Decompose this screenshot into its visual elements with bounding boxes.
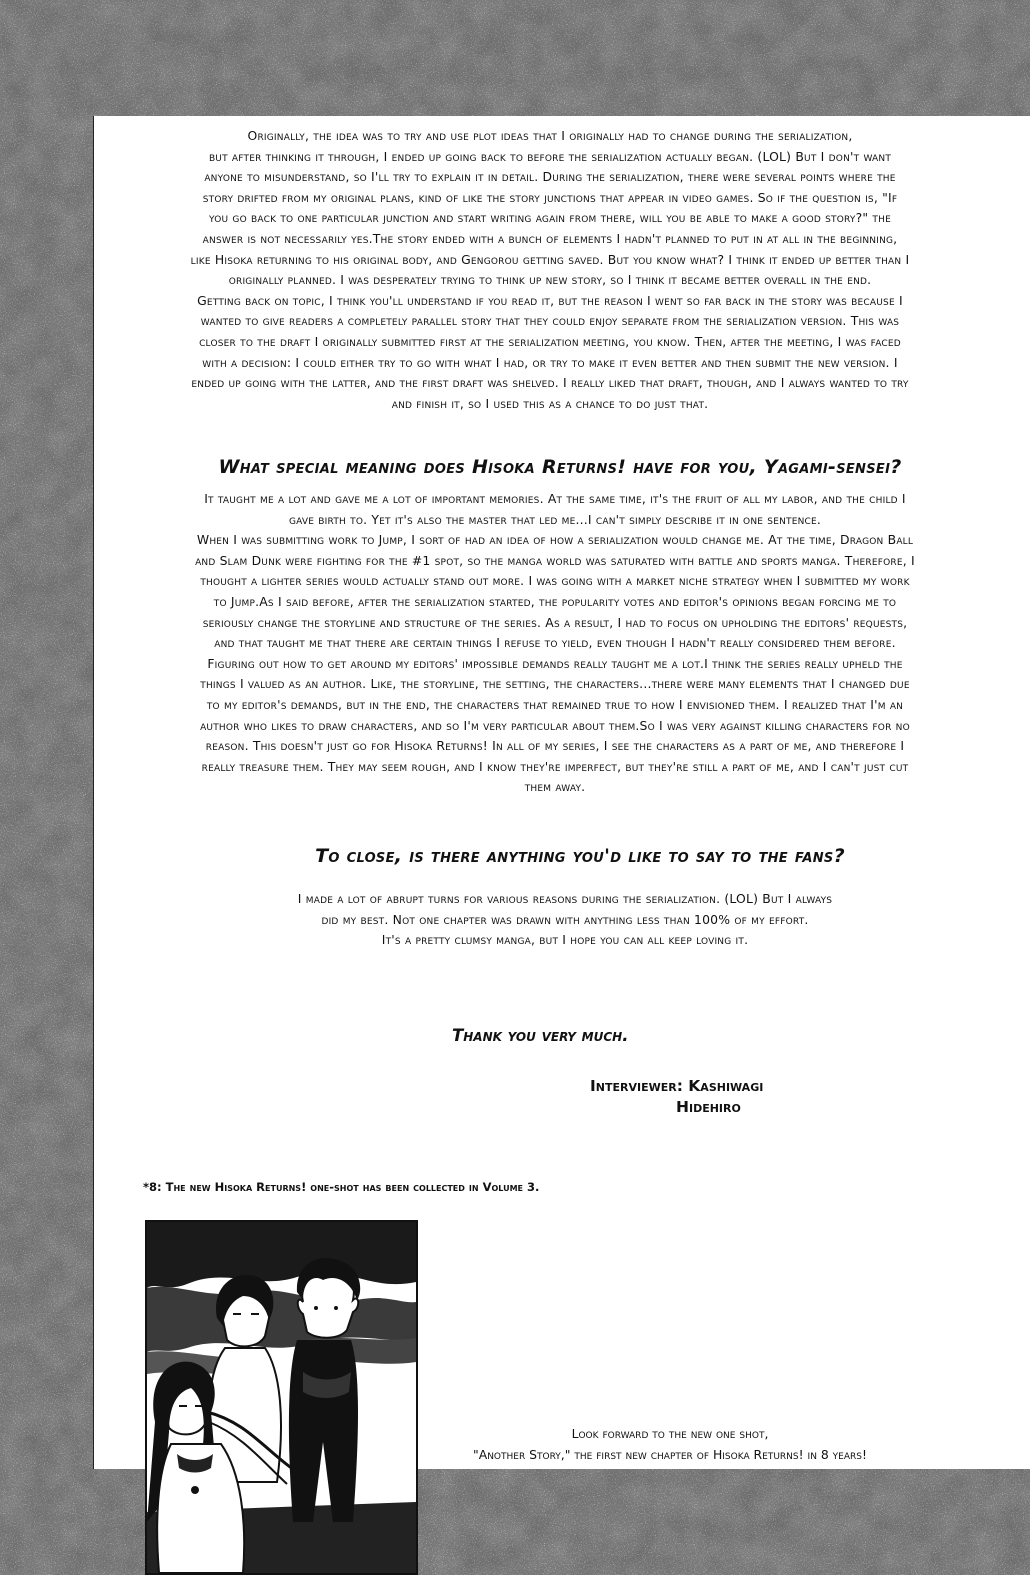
question-heading: What special meaning does Hisoka Returns! have for you, Yagami-sensei? (218, 456, 902, 478)
intro-line: answer is not necessarily yes.The story ended with a bunch of elements I hadn't planned to put in at all in the beginning, (202, 230, 898, 246)
thanks-line: Thank you very much. (452, 1026, 629, 1045)
question-heading: To close, is there anything you'd like to say to the fans? (315, 845, 845, 867)
intro-line: anyone to misunderstand, so I'll try to explain it in detail. During the serialization, there were several points where the (204, 169, 896, 185)
answer-line: Figuring out how to get around my editors' impossible demands really taught me a lot.I think the series really upheld the (207, 655, 903, 671)
intro-line: and finish it, so I used this as a chance to do just that. (391, 395, 709, 411)
intro-line: ended up going with the latter, and the first draft was shelved. I really liked that draft, though, and I always wanted to try (191, 375, 909, 391)
answer-line: things I valued as an author. Like, the storyline, the setting, the characters...there were many elements that I changed due (200, 676, 910, 692)
answer-line: and that taught me that there are certain things I refuse to yield, even though I hadn't really considered them before. (214, 635, 896, 651)
answer-line: author who likes to draw characters, and so I'm very particular about them.So I was very against killing characters for no (200, 717, 910, 733)
q2-answer (230, 889, 900, 951)
footnote: *8: The new Hisoka Returns! one-shot has been collected in Volume 3. (143, 1180, 540, 1194)
intro-line: closer to the draft I originally submitted first at the serialization meeting, you know. Then, after the meeting, I was faced (199, 333, 901, 349)
answer-line: to Jump.As I said before, after the serialization started, the popularity votes and editor's opinions began forcing me to (213, 593, 897, 609)
answer-line: It's a pretty clumsy manga, but I hope you can all keep loving it. (381, 932, 749, 948)
interviewer-line: Interviewer: Kashiwagi (590, 1077, 764, 1095)
manga-illustration (145, 1220, 418, 1575)
intro-line: Getting back on topic, I think you'll understand if you read it, but the reason I went so far back in the story was because I (197, 292, 903, 308)
interviewer-credit (590, 1076, 890, 1118)
answer-line: seriously change the storyline and structure of the series. As a result, I had to focus on upholding the editors' requests, (202, 614, 908, 630)
intro-line: but after thinking it through, I ended up going back to before the serialization actually began. (LOL) But I don't want (208, 148, 892, 164)
intro-answer (110, 126, 990, 414)
answer-line: reason. This doesn't just go for Hisoka Returns! In all of my series, I see the characters as a part of me, and therefore I (205, 738, 905, 754)
interviewer-line: Hidehiro (676, 1098, 741, 1116)
promo-line: Look forward to the new one shot, (571, 1426, 769, 1441)
answer-line: It taught me a lot and gave me a lot of important memories. At the same time, it's the fruit of all my labor, and the child I (204, 491, 906, 506)
answer-line: did my best. Not one chapter was drawn with anything less than 100% of my effort. (321, 911, 809, 927)
answer-line: I made a lot of abrupt turns for various reasons during the serialization. (LOL) But I always (297, 891, 833, 906)
promo-line: "Another Story," the first new chapter of Hisoka Returns! in 8 years! (473, 1447, 867, 1462)
answer-line: really treasure them. They may seem rough, and I know they're imperfect, but they're still a part of me, and I can't just cut (201, 758, 909, 774)
intro-line: Originally, the idea was to try and use plot ideas that I originally had to change during the serialization, (247, 128, 853, 143)
answer-line: thought a lighter series would actually stand out more. I was going with a market niche strategy when I submitted my work (200, 573, 910, 589)
intro-line: like Hisoka returning to his original body, and Gengorou getting saved. But you know what? I think it ended up better than I (190, 251, 910, 267)
intro-line: you go back to one particular junction and start writing again from there, will you be able to make a good story?" the (209, 210, 891, 226)
characters-illustration (147, 1222, 416, 1573)
answer-line: them away. (524, 779, 586, 795)
intro-line: with a decision: I could either try to go with what I had, or try to make it even better and then submit the new version. I (202, 354, 898, 370)
answer-line: and Slam Dunk were fighting for the #1 spot, so the manga world was saturated with battle and sports manga. Therefore, I (195, 552, 915, 568)
intro-line: originally planned. I was desperately trying to think up new story, so I think it became better overall in the end. (228, 272, 872, 288)
promo-caption (420, 1423, 920, 1465)
intro-line: story drifted from my original plans, kind of like the story junctions that appear in video games. So if the question is, "If (202, 189, 898, 205)
answer-line: to my editor's demands, but in the end, the characters that remained true to how I envisioned them. I realized that I'm an (206, 696, 904, 712)
answer-line: gave birth to. Yet it's also the master that led me...I can't simply describe it in one sentence. (288, 511, 822, 527)
q1-answer (110, 489, 1000, 798)
answer-line: When I was submitting work to Jump, I sort of had an idea of how a serialization would change me. At the time, Dragon Ball (196, 532, 914, 548)
intro-line: wanted to give readers a completely parallel story that they could enjoy separate from the serialization version. This was (200, 313, 900, 329)
